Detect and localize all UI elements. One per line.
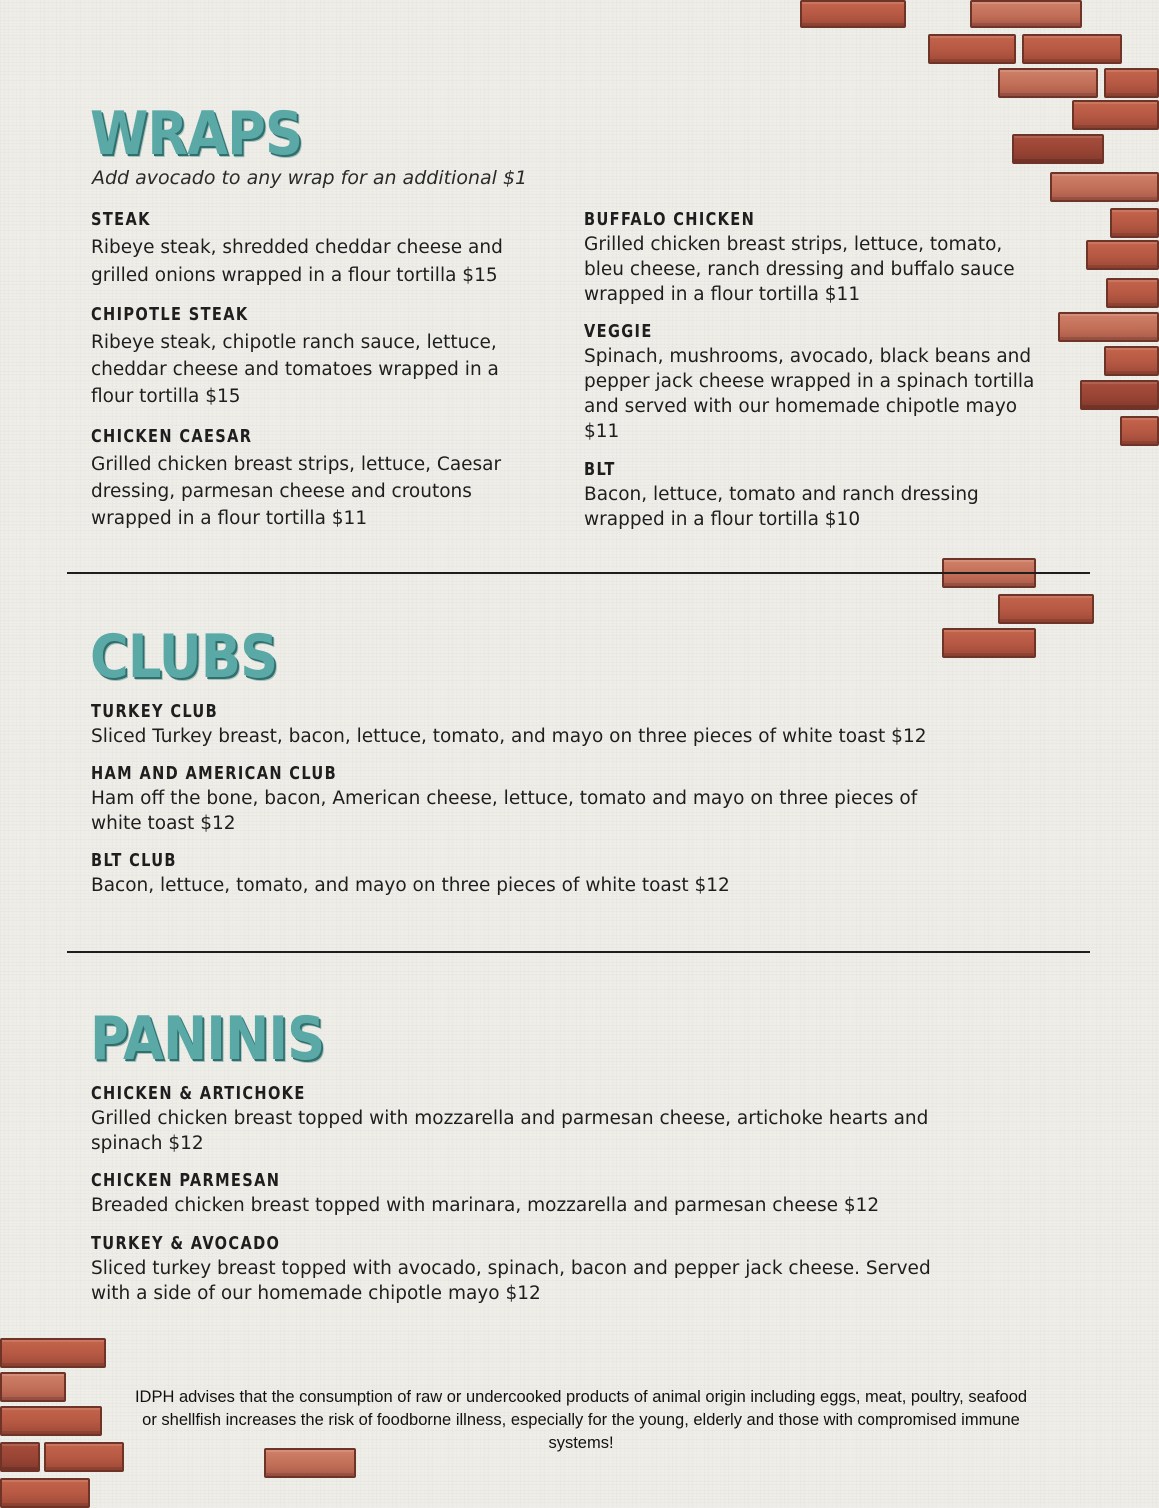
section-divider (67, 572, 1090, 574)
menu-item-desc: Grilled chicken breast topped with mozzarella and parmesan cheese, artichoke hearts and spinach $12 (91, 1108, 929, 1154)
menu-item-name: STEAK (91, 209, 151, 230)
menu-item-name: VEGGIE (584, 321, 653, 342)
menu-item (91, 1169, 991, 1218)
menu-item-desc: Sliced turkey breast topped with avocado, spinach, bacon and pepper jack cheese. Served with a side of our homemade chipotle mayo $12 (91, 1258, 931, 1304)
menu-item-name: CHICKEN & ARTICHOKE (91, 1083, 306, 1104)
menu-item (91, 762, 951, 836)
menu-item (584, 208, 1039, 307)
menu-item (584, 458, 1024, 532)
menu-item-desc: Bacon, lettuce, tomato and ranch dressing wrapped in a flour tortilla $10 (584, 484, 979, 530)
section-title-wraps: WRAPS (90, 99, 303, 169)
menu-item-name: CHIPOTLE STEAK (91, 304, 249, 325)
menu-item (91, 849, 991, 898)
menu-item (91, 1232, 941, 1306)
wraps-subtitle: Add avocado to any wrap for an additional $1 (92, 167, 528, 189)
menu-item-name: CHICKEN CAESAR (91, 426, 253, 447)
menu-item-name: CHICKEN PARMESAN (91, 1170, 281, 1191)
section-title-clubs: CLUBS (90, 622, 278, 692)
section-title-paninis: PANINIS (90, 1004, 325, 1074)
menu-item-desc: Sliced Turkey breast, bacon, lettuce, tomato, and mayo on three pieces of white toast $12 (91, 726, 927, 747)
menu-item (91, 303, 531, 410)
menu-item-desc: Breaded chicken breast topped with marinara, mozzarella and parmesan cheese $12 (91, 1195, 880, 1216)
menu-item-desc: Grilled chicken breast strips, lettuce, Caesar dressing, parmesan cheese and croutons wrapped in a flour tortilla $11 (91, 454, 502, 529)
menu-item (91, 208, 541, 290)
menu-item (91, 700, 991, 749)
menu-item-desc: Ribeye steak, shredded cheddar cheese and grilled onions wrapped in a flour tortilla $15 (91, 237, 503, 286)
menu-item (584, 320, 1046, 444)
menu-item-desc: Bacon, lettuce, tomato, and mayo on three pieces of white toast $12 (91, 875, 730, 896)
menu-item-name: BLT (584, 459, 616, 480)
menu-item (91, 1082, 951, 1156)
menu-item (91, 425, 511, 532)
menu-item-desc: Ham off the bone, bacon, American cheese, lettuce, tomato and mayo on three pieces of white toast $12 (91, 788, 918, 834)
menu-item-name: TURKEY CLUB (91, 701, 219, 722)
menu-item-desc: Grilled chicken breast strips, lettuce, tomato, bleu cheese, ranch dressing and buffalo sauce wrapped in a flour tortilla $11 (584, 234, 1015, 305)
section-divider (67, 951, 1090, 953)
menu-item-name: TURKEY & AVOCADO (91, 1233, 281, 1254)
menu-item-name: BLT CLUB (91, 850, 177, 871)
menu-item-name: HAM AND AMERICAN CLUB (91, 763, 338, 784)
menu-item-name: BUFFALO CHICKEN (584, 209, 756, 230)
menu-item-desc: Spinach, mushrooms, avocado, black beans and pepper jack cheese wrapped in a spinach tortilla and served with our homemade chipotle mayo $11 (584, 346, 1035, 442)
menu-item-desc: Ribeye steak, chipotle ranch sauce, lettuce, cheddar cheese and tomatoes wrapped in a flour tortilla $15 (91, 332, 499, 407)
health-disclaimer: IDPH advises that the consumption of raw or undercooked products of animal origin including eggs, meat, poultry, seafood or shellfish increases the risk of foodborne illness, especially for the young, elderly and those with compromised immune systems! (134, 1388, 1028, 1452)
